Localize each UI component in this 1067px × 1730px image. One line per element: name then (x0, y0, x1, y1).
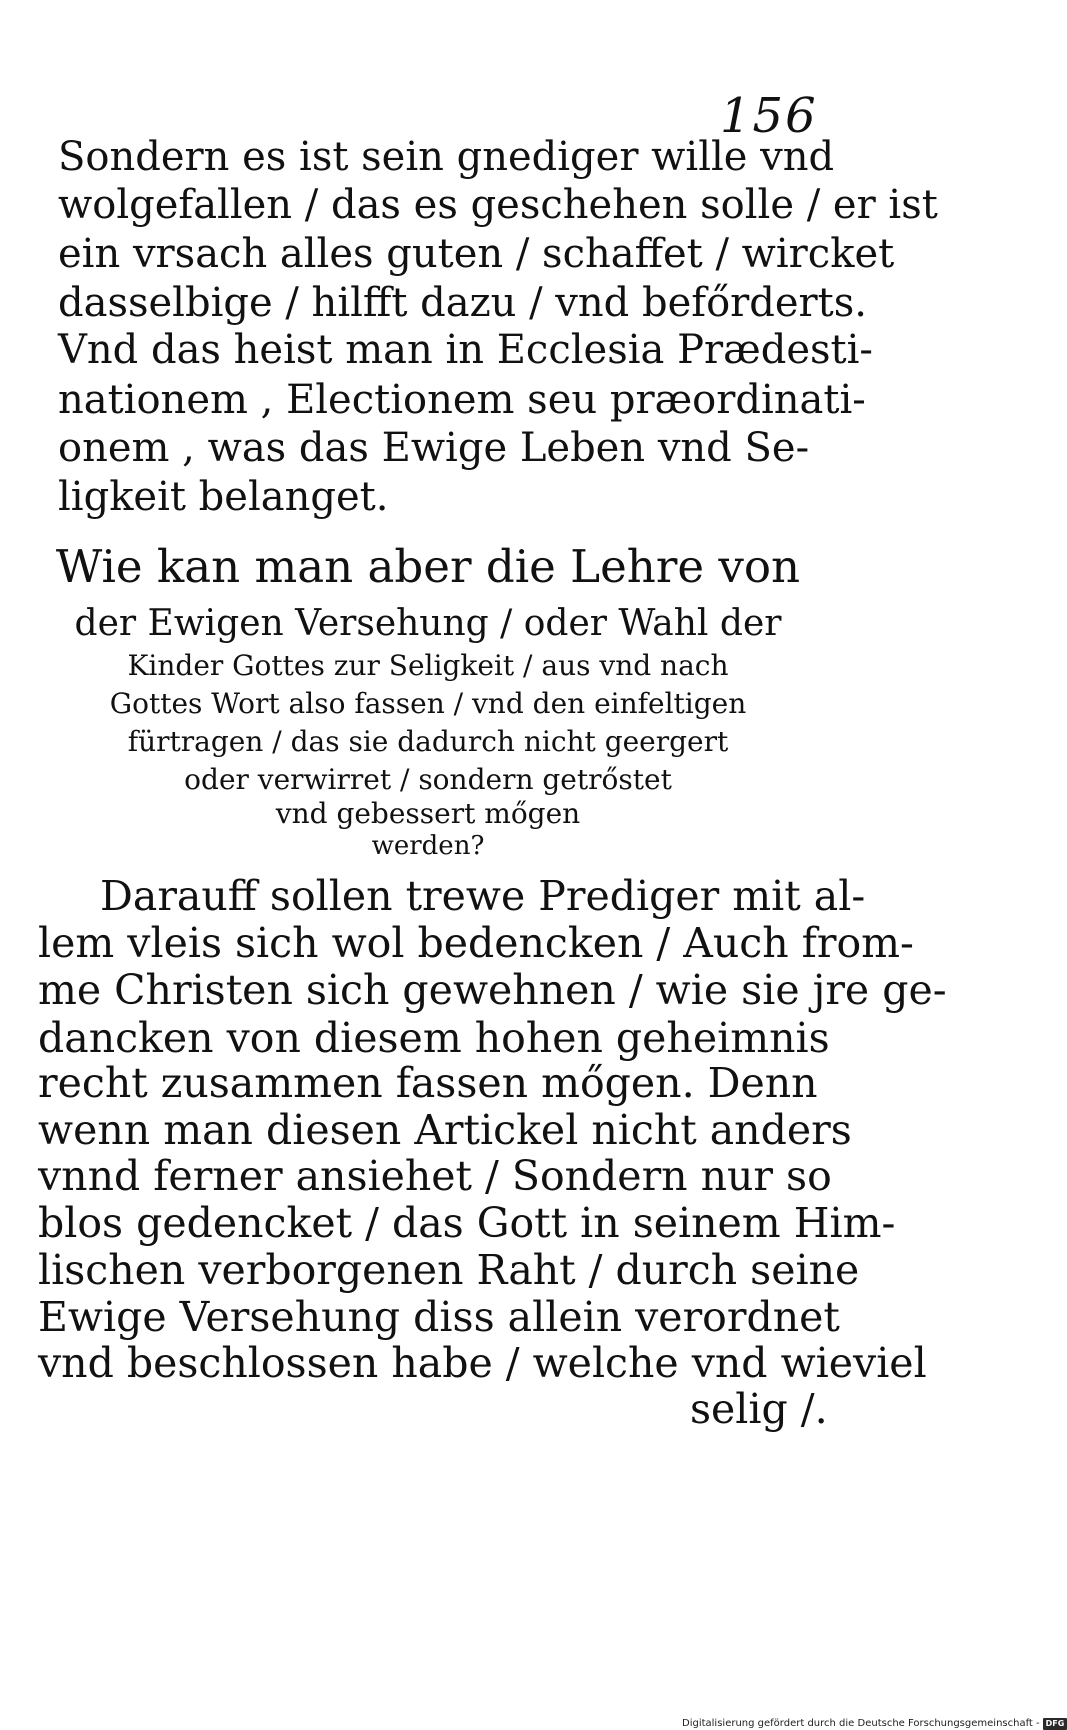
text-line: me Christen sich gewehnen / wie sie jre ge- (38, 966, 947, 1014)
heading-line: fürtragen / das sie dadurch nicht geergert (127, 725, 729, 758)
text-line: ein vrsach alles guten / schaffet / wircket (58, 231, 895, 277)
heading-line: der Ewigen Versehung / oder Wahl der (74, 603, 782, 644)
text-line: selig /. (690, 1385, 828, 1433)
heading-line: vnd gebessert mőgen (275, 797, 581, 830)
text-line: ligkeit belanget. (58, 474, 389, 520)
text-line: Darauff sollen trewe Prediger mit al- (100, 872, 866, 920)
text-line: vnnd ferner ansiehet / Sondern nur so (38, 1152, 832, 1200)
heading-line: oder verwirret / sondern getrőstet (184, 763, 672, 796)
text-line: Ewige Versehung diss allein verordnet (38, 1293, 840, 1341)
text-line: recht zusammen fassen mőgen. Denn (38, 1059, 818, 1107)
text-line: nationem , Electionem seu præordinati- (58, 377, 866, 423)
text-line: wenn man diesen Artickel nicht anders (38, 1106, 852, 1154)
text-line: vnd beschlossen habe / welche vnd wieviel (38, 1339, 927, 1387)
text-line: dancken von diesem hohen geheimnis (38, 1014, 830, 1062)
digitization-footer (682, 1717, 1065, 1730)
text-line: Sondern es ist sein gnediger wille vnd (58, 134, 835, 180)
page-number: 156 (720, 88, 818, 144)
text-line: onem , was das Ewige Leben vnd Se- (58, 425, 810, 471)
heading-line: Wie kan man aber die Lehre von (55, 540, 801, 593)
heading-line: Kinder Gottes zur Seligkeit / aus vnd nach (127, 649, 729, 682)
heading-line: Gottes Wort also fassen / vnd den einfeltigen (109, 687, 747, 720)
dfg-logo: DFG (1043, 1718, 1067, 1730)
footer-text: Digitalisierung gefördert durch die Deutsche Forschungsgemeinschaft - (682, 1718, 1040, 1729)
text-line: blos gedencket / das Gott in seinem Him- (38, 1199, 896, 1247)
text-line: lischen verborgenen Raht / durch seine (38, 1246, 860, 1294)
heading-line: werden? (371, 831, 485, 861)
text-line: wolgefallen / das es geschehen solle / er ist (58, 182, 938, 228)
text-line: dasselbige / hilfft dazu / vnd befőrderts. (58, 280, 867, 326)
text-line: lem vleis sich wol bedencken / Auch from- (38, 919, 914, 967)
text-line: Vnd das heist man in Ecclesia Prædesti- (58, 327, 873, 373)
